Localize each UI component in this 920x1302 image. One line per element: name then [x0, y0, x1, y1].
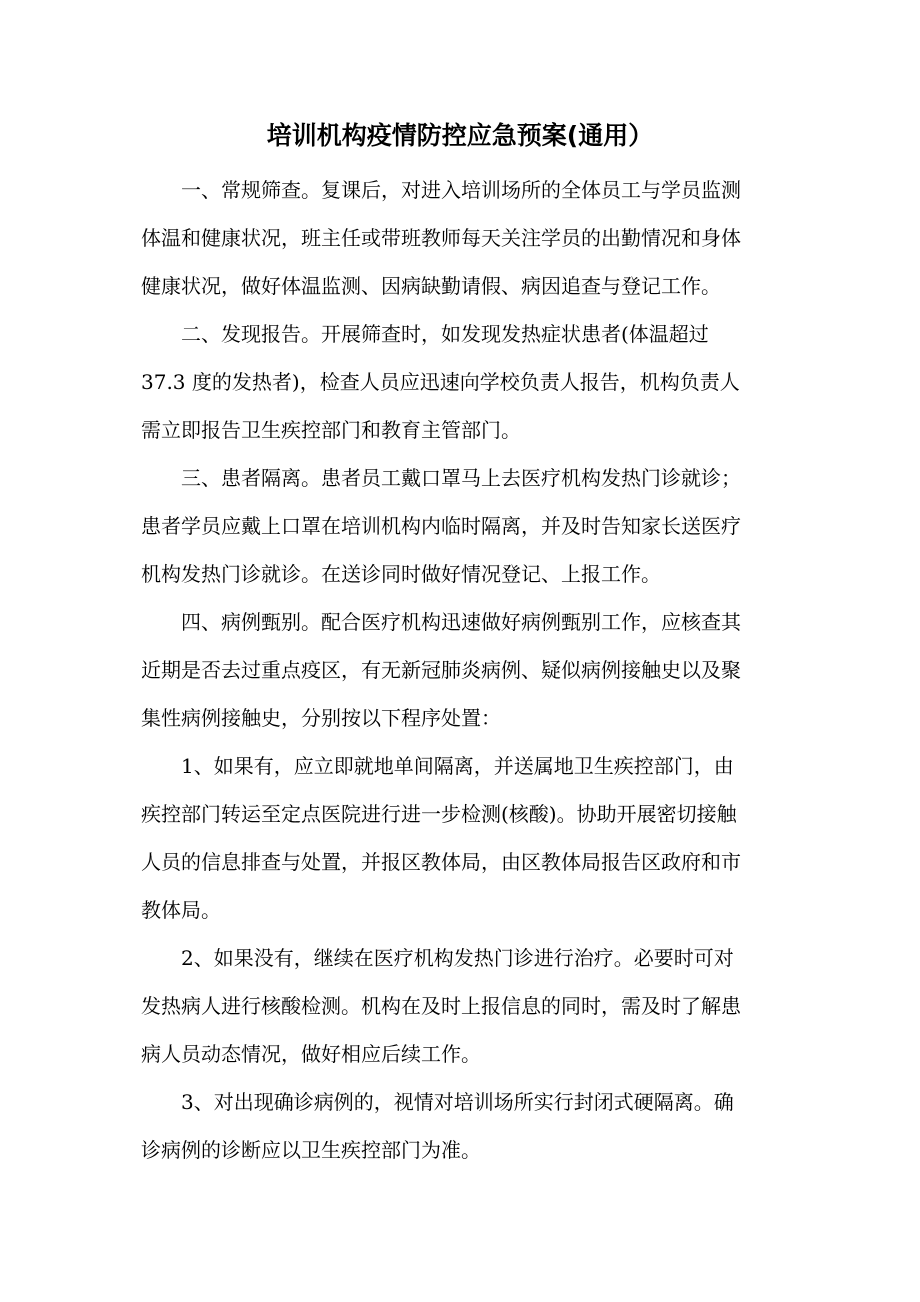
text-line: 近期是否去过重点疫区，有无新冠肺炎病例、疑似病例接触史以及聚 [141, 658, 741, 682]
document-body [141, 166, 781, 1174]
text-line: 体温和健康状况，班主任或带班教师每天关注学员的出勤情况和身体 [141, 226, 741, 250]
text-line: 3、对出现确诊病例的，视情对培训场所实行封闭式硬隔离。确 [181, 1090, 734, 1114]
text-line: 需立即报告卫生疾控部门和教育主管部门。 [141, 418, 521, 442]
text-line: 人员的信息排查与处置，并报区教体局，由区教体局报告区政府和市 [141, 850, 741, 874]
text-line: 患者学员应戴上口罩在培训机构内临时隔离，并及时告知家长送医疗 [141, 514, 741, 538]
paragraph-patient-isolation [141, 454, 781, 598]
text-line: 病人员动态情况，做好相应后续工作。 [141, 1042, 481, 1066]
paragraph-item-3 [141, 1078, 781, 1174]
text-line: 疾控部门转运至定点医院进行进一步检测(核酸)。协助开展密切接触 [141, 802, 737, 826]
text-line: 四、病例甄别。配合医疗机构迅速做好病例甄别工作，应核查其 [181, 610, 741, 634]
text-line: 一、常规筛查。复课后，对进入培训场所的全体员工与学员监测 [181, 178, 741, 202]
text-line: 二、发现报告。开展筛查时，如发现发热症状患者(体温超过 [181, 322, 709, 346]
text-line: 机构发热门诊就诊。在送诊同时做好情况登记、上报工作。 [141, 562, 661, 586]
paragraph-discovery-report [141, 310, 781, 454]
text-line: 诊病例的诊断应以卫生疾控部门为准。 [141, 1138, 481, 1162]
text-line: 37.3 度的发热者)，检查人员应迅速向学校负责人报告，机构负责人 [141, 370, 740, 394]
text-line: 健康状况，做好体温监测、因病缺勤请假、病因追查与登记工作。 [141, 274, 721, 298]
paragraph-case-screening [141, 598, 781, 742]
text-line: 集性病例接触史，分别按以下程序处置： [141, 706, 501, 730]
paragraph-routine-screening [141, 166, 781, 310]
text-line: 1、如果有，应立即就地单间隔离，并送属地卫生疾控部门，由 [181, 754, 734, 778]
text-line: 发热病人进行核酸检测。机构在及时上报信息的同时，需及时了解患 [141, 994, 741, 1018]
text-line: 教体局。 [141, 898, 221, 922]
text-line: 2、如果没有，继续在医疗机构发热门诊进行治疗。必要时可对 [181, 946, 734, 970]
paragraph-item-1 [141, 742, 781, 934]
document-title: 培训机构疫情防控应急预案(通用） [266, 121, 654, 150]
text-line: 三、患者隔离。患者员工戴口罩马上去医疗机构发热门诊就诊； [181, 466, 741, 490]
paragraph-item-2 [141, 934, 781, 1078]
